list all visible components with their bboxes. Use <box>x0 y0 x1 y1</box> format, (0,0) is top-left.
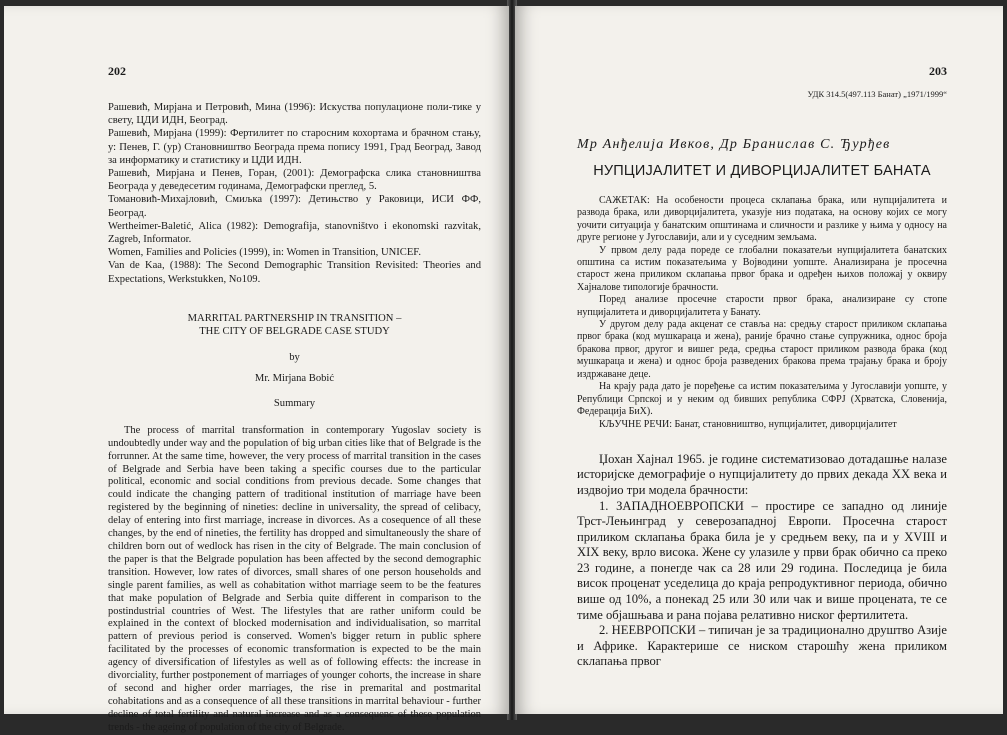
summary-text: The process of marrital transformation in contemporary Yugoslav society is undoubtedly under way and the population of big urban cities like that of Belgrade is the forrunner. At the same time, however, the very process of marrital transition in the cases of Belgrade and Serbia have been taking a specific courses due to the particular political, economic and social conditions from previous decade. Some changes that could indicate the changing pattern of traditional institution of marriage have been registered by the beginning of nineties: decline in universality, the spread of celibacy, delay of entering into first marriage, increase in divorces. As a cosequence of all these changes, by the end of nineties, the fertility has dropped and simultaneously the share of children born out of wedlock has risen in the city of Belgrade. The main conclusion of the paper is that the Belgrade population has been affected by the second demographic transition. However, low rates of divorces, small shares of one person households and single parent families, as well as cohabitation withot marriage seem to be the features that make population of Belgrade and Serbia quite different in comparison to the postindustrial countries of West. The lifestyles that are rather uniform could be explained in the context of blocked modernisation and individualisation, so marrital pattern of previous period is conserved. Women's bigger return in public sphere facilitated by the processes of economic transformation is expected to be the main agency of diversification of lifestyles as well as of following effects: the increase in divorciality, further postponement of marriages of younger cohorts, the increase in share of second and higher order marriages, the rise in premarital and postmarital cohabitations and as a consequence of all these transitions in marrital behaviour - further decline of total fertility and natural increase and as a consequenc of these population trends - the ageing of population of the city of Belgrade. <box>108 424 481 733</box>
summary-heading: Summary <box>273 397 316 409</box>
abstract-paragraph: У првом делу рада пореде се глобални показатељи нупцијалитета банатских општина са истим показатељима у Војводини уопште. Анализирана је просечна старост жена приликом склапања првог брака и одређен њихов положај у оквиру Хајналове типологије брачности. <box>577 244 947 293</box>
reference-item: Рашевић, Мирјана и Пенев, Горан, (2001): Демографска слика становништва Београда у деведесетим годинама, Демографски преглед, 5. <box>108 168 481 193</box>
body-text <box>577 452 947 670</box>
reference-item: Wertheimer-Baletić, Alica (1982): Demografija, stanovništvo i ekonomski razvitak, Zagreb, Informator. <box>108 220 481 246</box>
abstract-paragraph: На крају рада дато је поређење са истим показатељима у Југославији уопште, у Републици Српској и у неким од бивших република СФРЈ (Хрватска, Словенија, Федерација БиХ). <box>577 381 947 417</box>
abstract-paragraph: САЖЕТАК: На особености процеса склапања брака, или нупцијалитета и развода брака, или диворцијалитета, указује низ података, на основу којих се могу уочити ситуација у банатским општинама и сличности и разлике у њима у односу на друге регионе у Југославији, али и у суседним земљама. <box>577 195 947 244</box>
body-paragraph: 1. ЗАПАДНОЕВРОПСКИ – простире се западно од линије Трст-Лењинград у северозападној Европи. Просечна старост приликом склапања брака била је у средњем веку, па и у XVIII и XIX веку, врло висока. Жене су улазиле у први брак обично са преко 23 године, а понегде чак са 28 или 29 година. Последица је била висок проценат уседелица до краја репродуктивног периода, обично више од 10%, а понекад 25 или 30 или чак и више процената, те се тиме објашњава и рана појава релативно ниског фертилитета. <box>577 498 947 622</box>
reference-item: Women, Families and Policies (1999), in: Women in Transition, UNICEF. <box>108 247 421 259</box>
page-number: 203 <box>929 64 947 78</box>
reference-item: Рашевић, Мирјана (1999): Фертилитет по старосним кохортама и брачном стању, у: Пенев, Г. (ур) Становништво Београда према попису 1991, Град Београд, Завод за информатику и статистику и ЦДИ ИДН. <box>108 128 481 166</box>
article-authors: Мр Анђелија Ивков, Др Бранислав С. Ђурђев <box>577 137 891 152</box>
english-title-line: THE CITY OF BELGRADE CASE STUDY <box>199 325 390 337</box>
author-name: Mr. Mirjana Bobić <box>254 372 335 384</box>
keywords: КЉУЧНЕ РЕЧИ: Банат, становништво, нупцијалитет, диворцијалитет <box>599 419 897 431</box>
page-number: 202 <box>108 64 126 78</box>
abstract-paragraph: У другом делу рада акценат се ставља на: средњу старост приликом склапања првог брака (код мушкараца и жена), раније брачно стање супружника, однос броја бракова првог, другог и вишег реда, средња старост приликом развода брака (код мушкараца и жена) и однос броја разведених бракова према трајању брака и броју издржаване деце. <box>577 319 947 380</box>
by-line: by <box>289 351 300 363</box>
reference-item: Томановић-Михајловић, Смиљка (1997): Детињство у Раковици, ИСИ ФФ, Београд. <box>108 194 481 219</box>
left-page <box>4 6 509 733</box>
right-page <box>515 6 1003 714</box>
body-paragraph: Џохан Хајнал 1965. је године систематизовао дотадашње налазе историјске демографије о нупцијалитету до првих декада ХХ века и издвојио три модела брачности: <box>577 451 947 497</box>
reference-item: Van de Kaa, (1988): The Second Demographic Transition Revisited: Theories and Expectations, Werkstukken, No109. <box>108 260 481 285</box>
abstract <box>577 195 947 432</box>
udk-code: УДК 314.5(497.113 Банат) „1971/1999“ <box>807 89 947 99</box>
article-title: НУПЦИЈАЛИТЕТ И ДИВОРЦИЈАЛИТЕТ БАНАТА <box>593 163 931 179</box>
body-paragraph: 2. НЕЕВРОПСКИ – типичан је за традиционално друштво Азије и Африке. Карактерише се ниском старошћу жена приликом склапања првог <box>577 623 947 669</box>
english-title <box>108 312 481 338</box>
abstract-paragraph: Поред анализе просечне старости првог брака, анализиране су стопе нупцијалитета и диворцијалитета у Банату. <box>577 294 947 318</box>
reference-item: Рашевић, Мирјана и Петровић, Мина (1996): Искуства популационе поли-тике у свету, ЦДИ ИДН, Београд. <box>108 102 481 127</box>
reference-list <box>108 101 481 286</box>
english-title-line: MARRITAL PARTNERSHIP IN TRANSITION – <box>187 312 402 324</box>
